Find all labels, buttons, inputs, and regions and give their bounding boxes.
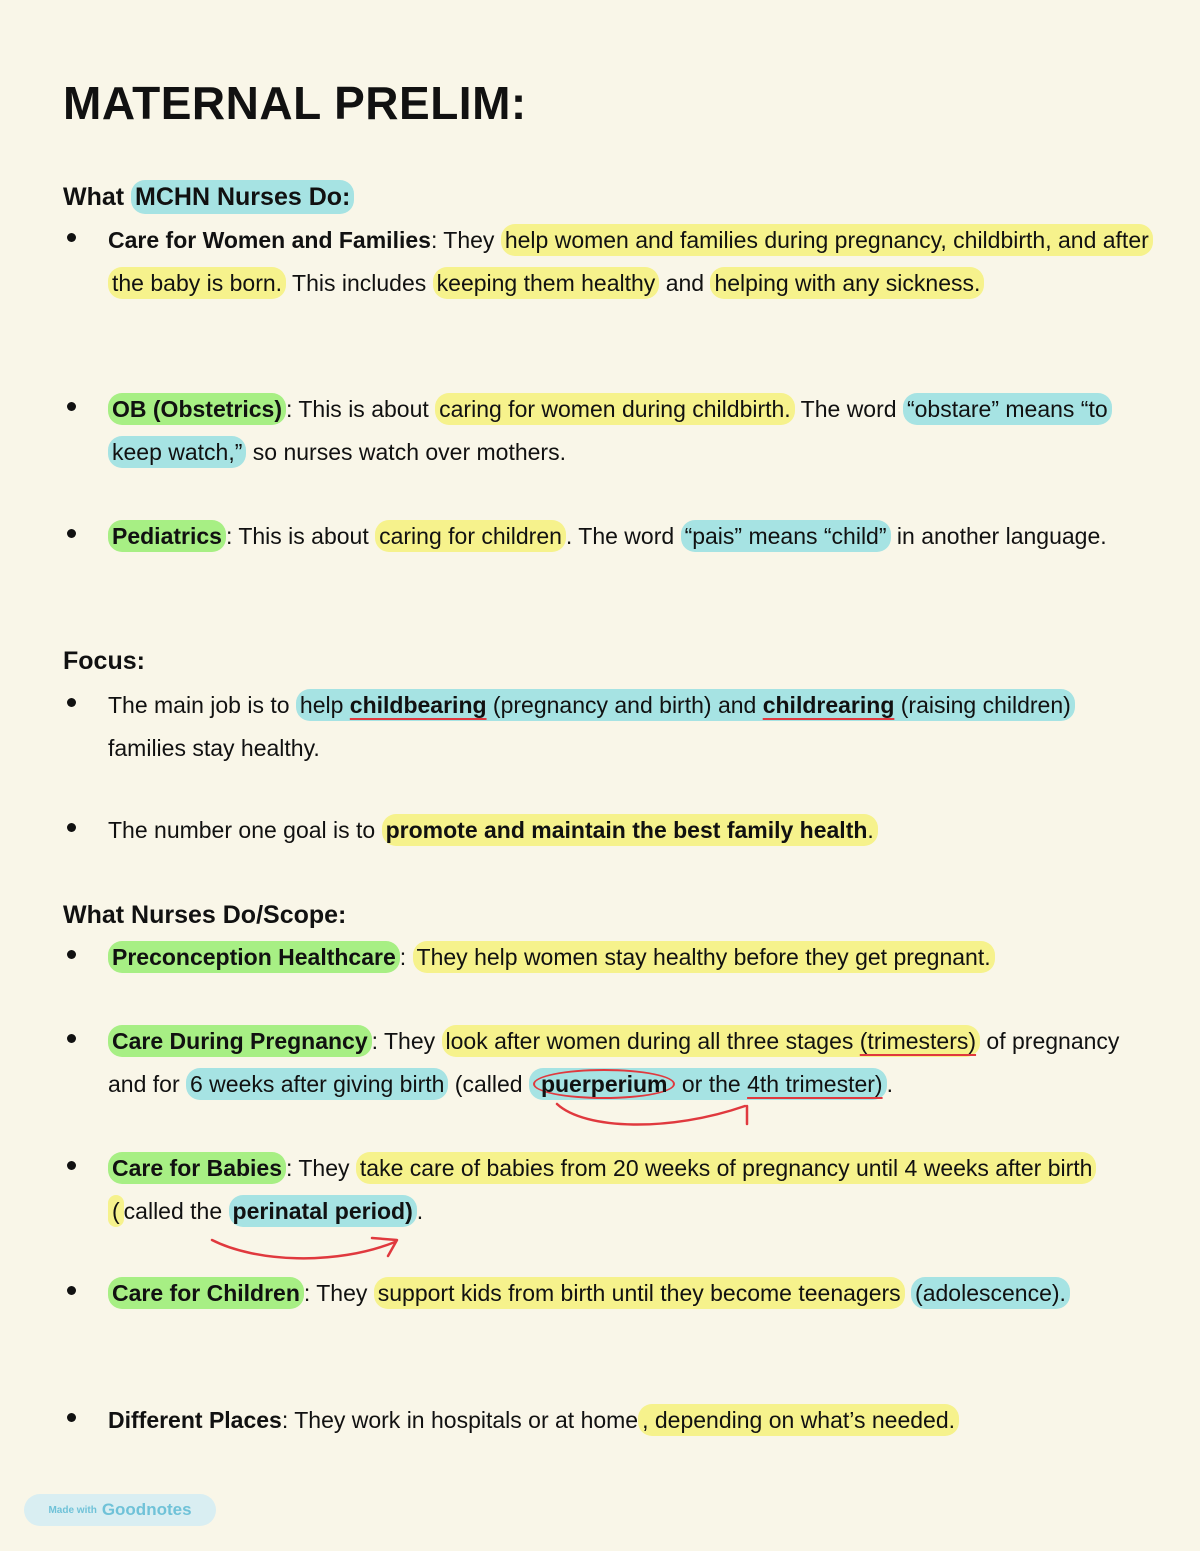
- goodnotes-logo: Goodnotes: [101, 1500, 192, 1519]
- item-text-part: : They: [430, 227, 501, 253]
- item-text: [108, 1399, 1153, 1442]
- highlight-yellow: They help women stay healthy before they get pregnant.: [413, 941, 995, 973]
- list-item: [63, 684, 1153, 769]
- heading-plain: What: [63, 183, 132, 211]
- item-text-part: This includes: [286, 269, 433, 296]
- list-item: [63, 219, 1153, 304]
- item-term: OB (Obstetrics): [108, 393, 286, 425]
- section-heading-mchn: [63, 181, 354, 213]
- item-text: [108, 388, 1153, 473]
- keyword-childrearing: childrearing: [762, 692, 895, 718]
- highlight-yellow: helping with any sickness.: [710, 267, 984, 299]
- item-text-part: : They work in hospitals or at home: [281, 1407, 639, 1433]
- heading-highlight: MCHN Nurses Do:: [131, 180, 354, 214]
- highlight-blue: [529, 1068, 887, 1100]
- highlight-yellow: caring for women during childbirth.: [435, 393, 795, 425]
- bullet-icon: [67, 233, 76, 242]
- arrowhead-icon: [372, 1238, 397, 1256]
- item-text-part: : They: [303, 1280, 374, 1306]
- keyword-puerperium: puerperium: [533, 1069, 676, 1099]
- list-item: [63, 1020, 1153, 1105]
- item-term: Pediatrics: [108, 520, 226, 552]
- bullet-icon: [67, 823, 76, 832]
- list-item: [63, 936, 1153, 979]
- item-term: Preconception Healthcare: [108, 941, 400, 973]
- section-heading-scope: What Nurses Do/Scope:: [63, 901, 347, 929]
- item-text-part: : They: [371, 1028, 442, 1054]
- item-text-part: families stay healthy.: [108, 734, 320, 761]
- list-item: [63, 1272, 1153, 1315]
- item-text-part: . The word: [565, 523, 681, 549]
- highlight-yellow: caring for children: [375, 520, 566, 552]
- item-text: [108, 809, 1153, 852]
- keyword-perinatal-period: perinatal period): [229, 1195, 417, 1227]
- highlight-yellow: , depending on what’s needed.: [638, 1404, 959, 1436]
- bullet-icon: [67, 1161, 76, 1170]
- item-text-part: (pregnancy and birth) and: [486, 692, 763, 718]
- item-text: [108, 1020, 1153, 1105]
- bullet-icon: [67, 698, 76, 707]
- item-text-part: or the: [675, 1070, 748, 1097]
- item-text-part: (called: [448, 1070, 529, 1097]
- arrow-puerperium-icon: [557, 1104, 745, 1125]
- item-text-part: in another language.: [890, 523, 1107, 549]
- item-text-part: The number one goal is to: [108, 817, 382, 843]
- item-text: [108, 1272, 1153, 1315]
- list-item: [63, 515, 1153, 558]
- item-text-part: .: [886, 1070, 893, 1097]
- bullet-icon: [67, 1413, 76, 1422]
- highlight-yellow: [442, 1025, 981, 1057]
- highlight-yellow: keeping them healthy: [433, 267, 660, 299]
- item-text-part: : This is about: [225, 523, 376, 549]
- bullet-icon: [67, 1034, 76, 1043]
- item-text-part: :: [399, 944, 413, 970]
- item-term: Care During Pregnancy: [108, 1025, 372, 1057]
- item-text-part: (raising children): [894, 692, 1071, 718]
- section-heading-focus: Focus:: [63, 647, 145, 675]
- item-text: [108, 1147, 1153, 1232]
- list-item: [63, 1147, 1153, 1232]
- highlight-blue: [296, 689, 1075, 721]
- item-term: Care for Women and Families: [108, 227, 431, 253]
- bullet-icon: [67, 529, 76, 538]
- bullet-icon: [67, 402, 76, 411]
- item-text: [108, 936, 1153, 979]
- keyword-trimesters: (trimesters): [859, 1028, 977, 1054]
- highlight-yellow: help women and families during pregnancy, childbirth, and after the baby is born.: [108, 224, 1153, 299]
- item-text: [108, 515, 1153, 558]
- item-text: [108, 219, 1153, 304]
- bullet-icon: [67, 950, 76, 959]
- item-text-part: and: [659, 269, 711, 296]
- highlight-blue: 6 weeks after giving birth: [186, 1068, 448, 1100]
- highlight-yellow: take care of babies from 20 weeks of pregnancy until 4 weeks after birth (: [108, 1152, 1096, 1227]
- item-text-part: : They: [286, 1155, 356, 1181]
- list-item: [63, 1399, 1153, 1442]
- item-text-part: look after women during all three stages: [445, 1028, 860, 1054]
- item-term: Care for Children: [108, 1277, 304, 1309]
- item-text-part: : This is about: [285, 396, 436, 422]
- item-text-part: The main job is to: [108, 692, 296, 718]
- item-text-part: called the: [123, 1197, 229, 1224]
- item-text-part: The word: [794, 396, 903, 422]
- list-item: [63, 388, 1153, 473]
- highlight-yellow: support kids from birth until they become teenagers: [374, 1277, 905, 1309]
- item-text-part: .: [416, 1197, 424, 1224]
- list-item: [63, 809, 1153, 852]
- page-title: MATERNAL PRELIM:: [63, 77, 527, 129]
- keyword-4th-trimester: 4th trimester): [747, 1070, 883, 1097]
- item-text: [108, 684, 1153, 769]
- bullet-icon: [67, 1286, 76, 1295]
- highlight-blue: “obstare” means “to keep watch,”: [108, 393, 1112, 468]
- item-term: Care for Babies: [108, 1152, 286, 1184]
- item-text-part: help: [299, 692, 350, 718]
- highlight-blue: “pais” means “child”: [681, 520, 891, 552]
- item-text-part: of pregnancy and for: [108, 1028, 1120, 1097]
- item-term: Different Places: [108, 1407, 282, 1433]
- highlight-yellow: [382, 814, 878, 846]
- highlight-blue: (adolescence).: [911, 1277, 1070, 1309]
- keyword-childbearing: childbearing: [349, 692, 487, 718]
- item-text-part: so nurses watch over mothers.: [246, 438, 566, 465]
- keyword-goal: promote and maintain the best family health: [385, 817, 868, 843]
- made-with-label: Made with: [48, 1504, 97, 1516]
- arrow-perinatal-icon: [212, 1240, 395, 1258]
- goodnotes-badge: [24, 1494, 216, 1526]
- item-text-part: .: [867, 817, 874, 843]
